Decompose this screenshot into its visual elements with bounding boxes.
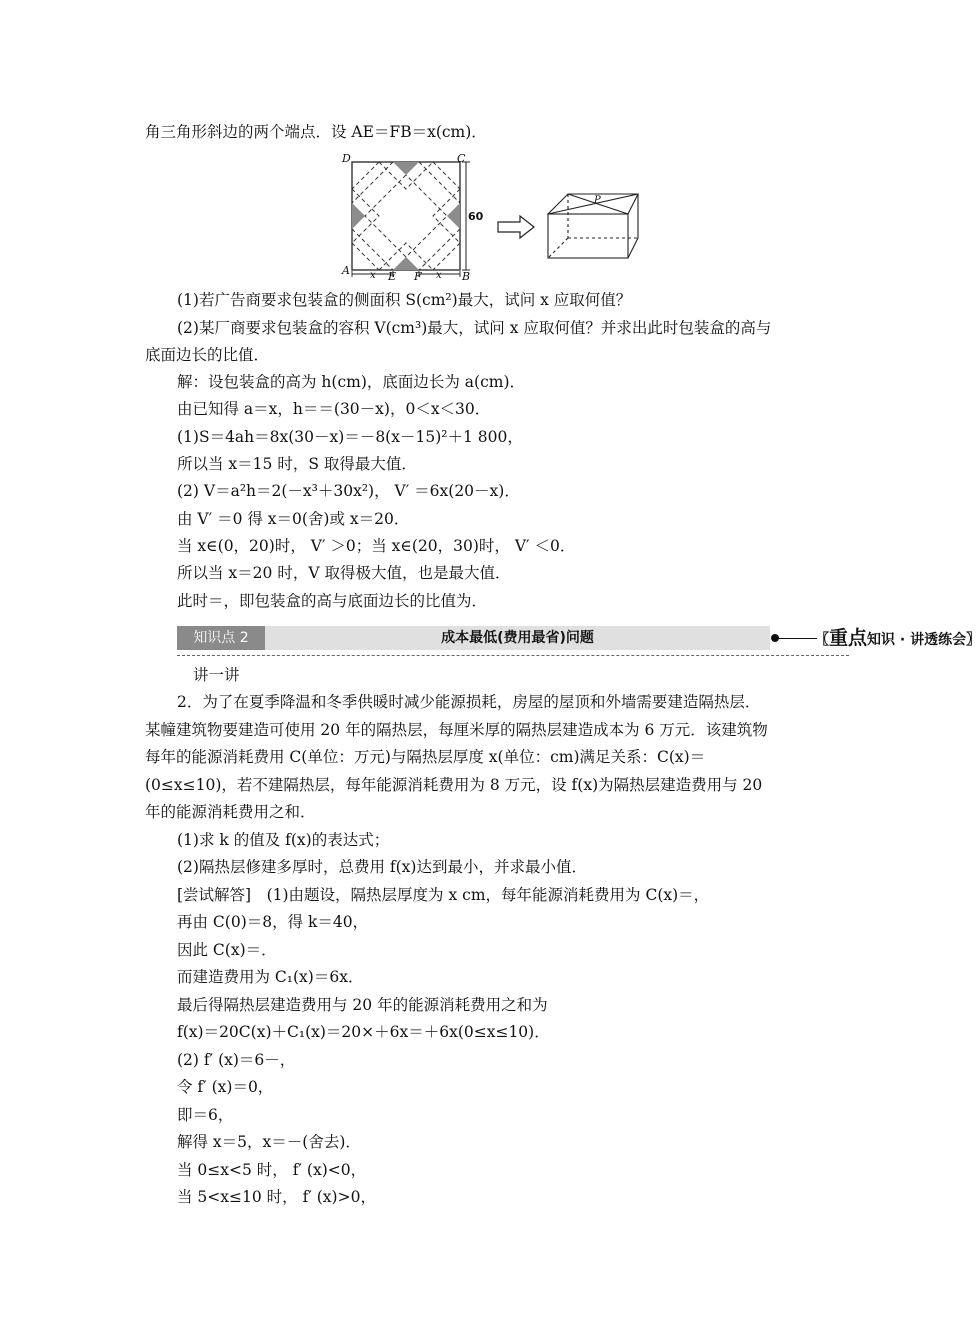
label-a: A bbox=[342, 264, 350, 277]
text-line: 由 V′ ＝0 得 x＝0(舍)或 x＝20． bbox=[177, 510, 410, 528]
text-line: 当 5<x≤10 时， f′ (x)>0， bbox=[177, 1188, 376, 1206]
label-c: C bbox=[457, 152, 466, 165]
text-line: 再由 C(0)＝8，得 k＝40， bbox=[177, 913, 369, 931]
text-line: (1)若广告商要求包装盒的侧面积 S(cm²)最大，试问 x 应取何值？ bbox=[177, 291, 632, 309]
text-line: (1)求 k 的值及 f(x)的表达式； bbox=[177, 831, 390, 849]
text-line: 解：设包装盒的高为 h(cm)，底面边长为 a(cm)． bbox=[177, 373, 526, 391]
section-point-label: 知识点 2 bbox=[177, 626, 265, 650]
text-line: 所以当 x＝15 时，S 取得最大值． bbox=[177, 455, 417, 473]
text-line: 此时＝，即包装盒的高与底面边长的比值为． bbox=[177, 592, 488, 610]
label-b: B bbox=[462, 270, 471, 283]
label-f: F bbox=[414, 270, 422, 283]
label-60: 60 bbox=[468, 210, 484, 223]
text-line: (2) V＝a²h＝2(－x³＋30x²)， V′ ＝6x(20－x)． bbox=[177, 482, 520, 500]
text-line: 而建造费用为 C₁(x)＝6x． bbox=[177, 968, 364, 986]
text-line: f(x)＝20C(x)＋C₁(x)＝20×＋6x＝＋6x(0≤x≤10)． bbox=[177, 1023, 550, 1041]
text-line: 即＝6， bbox=[177, 1106, 234, 1124]
text-line: 讲一讲 bbox=[193, 666, 240, 684]
text-line: [尝试解答] (1)由题设，隔热层厚度为 x cm，每年能源消耗费用为 C(x)＝， bbox=[177, 886, 710, 904]
text-line: 由已知得 a＝x，h＝＝(30－x)，0＜x＜30． bbox=[177, 400, 491, 418]
text-line: 所以当 x＝20 时，V 取得极大值，也是最大值． bbox=[177, 564, 511, 582]
square-net bbox=[352, 162, 460, 270]
text-line: 底面边长的比值． bbox=[145, 346, 270, 364]
section-title: 成本最低(费用最省)问题 bbox=[265, 626, 770, 650]
connector-line bbox=[777, 638, 817, 639]
section-header bbox=[177, 626, 980, 654]
label-d: D bbox=[342, 152, 351, 165]
tag-rest: 知识 · 讲透练会〗 bbox=[867, 632, 980, 648]
text-line: 角三角形斜边的两个端点．设 AE＝FB＝x(cm)． bbox=[145, 123, 487, 141]
label-p: P bbox=[594, 195, 601, 206]
text-line: 令 f′ (x)＝0， bbox=[177, 1078, 274, 1096]
text-line: 年的能源消耗费用之和． bbox=[145, 803, 316, 821]
arrow-right-icon bbox=[498, 216, 534, 238]
text-line: (1)S＝4ah＝8x(30－x)＝－8(x－15)²＋1 800， bbox=[177, 428, 523, 446]
label-x2: x bbox=[436, 270, 442, 281]
box-figure bbox=[340, 150, 640, 285]
tag-emphasis: 重点 bbox=[829, 627, 868, 649]
section-tag bbox=[815, 626, 980, 650]
text-line: 某幢建筑物要建造可使用 20 年的隔热层，每厘米厚的隔热层建造成本为 6 万元．该建筑物 bbox=[145, 721, 768, 739]
section-divider bbox=[177, 655, 849, 656]
text-line: (0≤x≤10)，若不建隔热层，每年能源消耗费用为 8 万元，设 f(x)为隔热层建造费用与 20 bbox=[145, 776, 763, 794]
text-line: 每年的能源消耗费用 C(单位：万元)与隔热层厚度 x(单位：cm)满足关系：C(x)＝ bbox=[145, 748, 706, 766]
text-line: (2) f′ (x)＝6－， bbox=[177, 1051, 296, 1069]
text-line: 解得 x＝5，x＝－(舍去)． bbox=[177, 1133, 361, 1151]
text-line: 最后得隔热层建造费用与 20 年的能源消耗费用之和为 bbox=[177, 996, 548, 1014]
text-line: (2)某厂商要求包装盒的容积 V(cm³)最大，试问 x 应取何值？并求出此时包装盒的高与 bbox=[177, 319, 772, 337]
text-line: 当 0≤x<5 时， f′ (x)<0， bbox=[177, 1161, 367, 1179]
text-line: 因此 C(x)＝． bbox=[177, 941, 277, 959]
text-line: 当 x∈(0，20)时， V′ ＞0；当 x∈(20，30)时， V′ ＜0． bbox=[177, 537, 576, 555]
box-3d bbox=[548, 194, 638, 258]
label-x1: x bbox=[370, 270, 376, 281]
tag-open: 〖 bbox=[815, 632, 829, 648]
text-line: 2．为了在夏季降温和冬季供暖时减少能源损耗，房屋的屋顶和外墙需要建造隔热层． bbox=[177, 693, 761, 711]
text-line: (2)隔热层修建多厚时，总费用 f(x)达到最小，并求最小值． bbox=[177, 858, 587, 876]
label-e: E bbox=[388, 270, 397, 283]
